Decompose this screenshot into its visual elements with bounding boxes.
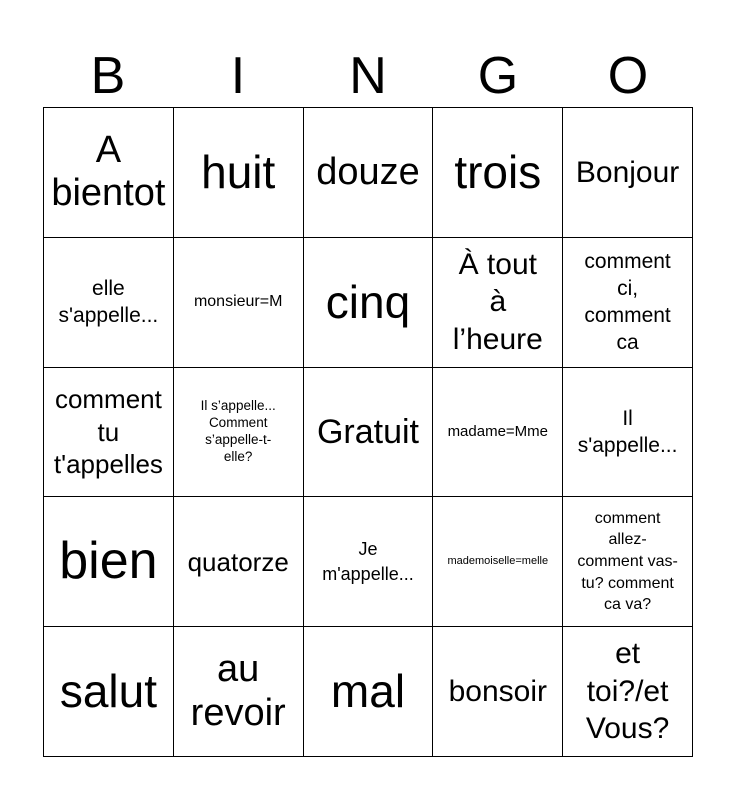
bingo-cell[interactable]: salut [44,627,174,757]
bingo-cell[interactable]: monsieur=M [174,238,304,368]
bingo-cell[interactable]: mademoiselle=melle [433,497,563,627]
bingo-header [43,44,693,108]
bingo-cell[interactable]: Il s'appelle... [563,368,693,498]
bingo-cell[interactable]: Gratuit [304,368,434,498]
header-letter-n: N [349,47,387,105]
bingo-cell[interactable]: comment ci, comment ca [563,238,693,368]
bingo-cell[interactable]: elle s'appelle... [44,238,174,368]
bingo-cell[interactable]: comment allez- comment vas- tu? comment ca va? [563,497,693,627]
bingo-cell[interactable]: Je m'appelle... [304,497,434,627]
header-letter-b: B [90,47,126,105]
bingo-cell[interactable]: bien [44,497,174,627]
bingo-cell[interactable]: A bientot [44,108,174,238]
bingo-cell[interactable]: bonsoir [433,627,563,757]
bingo-cell[interactable]: À tout à l’heure [433,238,563,368]
bingo-cell[interactable]: madame=Mme [433,368,563,498]
header-letter-o: O [607,47,649,105]
bingo-cell[interactable]: mal [304,627,434,757]
bingo-cell[interactable]: trois [433,108,563,238]
bingo-cell[interactable]: huit [174,108,304,238]
bingo-cell[interactable]: douze [304,108,434,238]
bingo-cell[interactable]: Bonjour [563,108,693,238]
bingo-cell[interactable]: Il s’appelle... Comment s’appelle-t- elle? [174,368,304,498]
bingo-cell[interactable]: au revoir [174,627,304,757]
header-letter-i: I [230,47,246,105]
bingo-cell[interactable]: et toi?/et Vous? [563,627,693,757]
bingo-cell[interactable]: quatorze [174,497,304,627]
bingo-cell[interactable]: comment tu t'appelles [44,368,174,498]
header-letter-g: G [477,47,519,105]
bingo-card-grid [43,107,693,757]
bingo-cell[interactable]: cinq [304,238,434,368]
